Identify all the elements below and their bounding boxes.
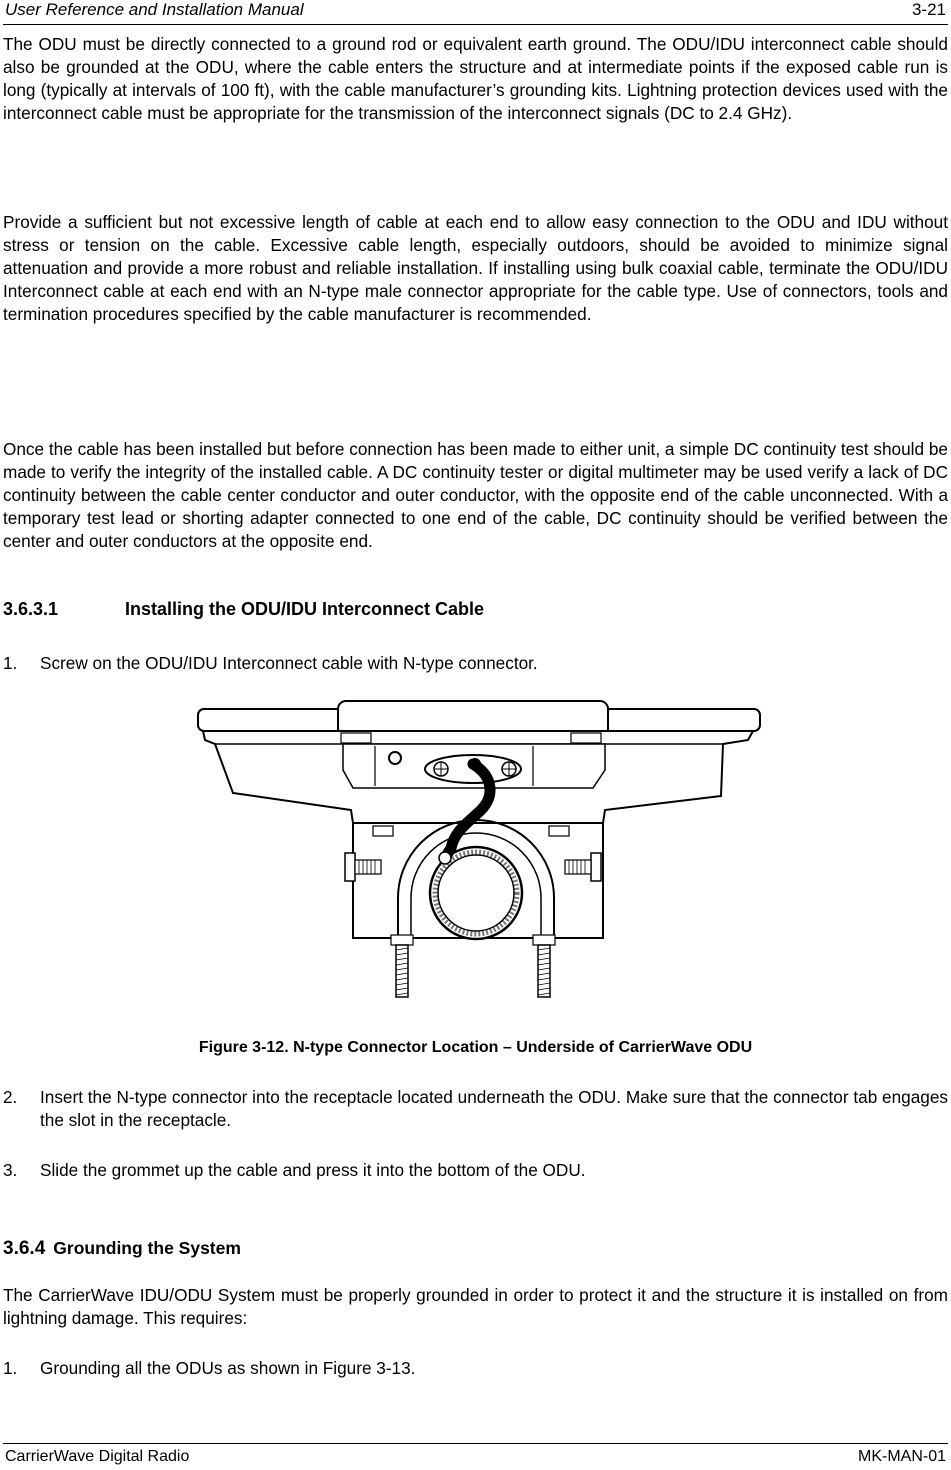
figure-caption: Figure 3-12. N-type Connector Location – Underside of CarrierWave ODU	[198, 1039, 753, 1056]
page-header	[3, 0, 948, 25]
manual-page: User Reference and Installation Manual 3-21 The ODU must be directly connected to a ground rod or equivalent earth ground. The ODU/IDU interconnect cable should also be grounded at the ODU, where the cable enters the structure and at intermediate points if the exposed cable run is long (typically at intervals of 100 ft), with the cable manufacturer’s grounding kits. Lightning protection devices used with the interconnect cable must be appropriate for the transmission of the interconnect signals (DC to 2.4 GHz). Provide a sufficient but not excessive length of cable at each end to allow easy connection to the ODU and IDU without stress or tension on the cable. Excessive cable length, especially outdoors, should be avoided to minimize signal attenuation and provide a more robust and reliable installation. If installing using bulk coaxial cable, terminate the ODU/IDU Interconnect cable at each end with an N-type male connector appropriate for the cable type. Use of connectors, tools and termination procedures specified by the cable manufacturer is recommended. Once the cable has been installed but before connection has been made to either unit, a simple DC continuity test should be made to verify the integrity of the installed cable. A DC continuity tester or digital multimeter may be used verify a lack of DC continuity between the cable center conductor and outer conductor, with the opposite end of the cable unconnected. With a temporary test lead or shorting adapter connected to one end of the cable, DC continuity should be verified between the center and outer conductors at the opposite end. 3.6.3.1 Installing the ODU/IDU Interconnect Cable 1. Screw on the ODU/IDU Interconnect cable with N-type connector. Figure 3-12. N-type Connector Location – Underside of CarrierWave ODU 2. Insert the N-type connector into the receptacle located underneath the ODU. Make sure that the connector tab engages the slot in the receptacle. 3. Slide the grommet up the cable and press it into the bottom of the ODU. 3.6.4 Grounding the System The CarrierWave IDU/ODU System must be properly grounded in order to protect it and the structure it is installed on from lightning damage. This requires: 1. Grounding all the ODUs as shown in Figure 3-13. CarrierWave Digital Radio MK-MAN-01	[3, 0, 948, 1469]
paragraph-continuity: Once the cable has been installed but before connection has been made to either unit, a simple DC continuity test should be made to verify the integrity of the installed cable. A DC continuity tester or digital multimeter may be used verify a lack of DC continuity between the cable center conductor and outer conductor, with the opposite end of the cable unconnected. With a temporary test lead or shorting adapter connected to one end of the cable, DC continuity should be verified between the center and outer conductors at the opposite end.	[3, 439, 948, 551]
odu-underside-figure	[193, 698, 763, 1003]
paragraph-cable-length: Provide a sufficient but not excessive length of cable at each end to allow easy connection to the ODU and IDU without stress or tension on the cable. Excessive cable length, especially outdoors, should be avoided to minimize signal attenuation and provide a more robust and reliable installation. If installing using bulk coaxial cable, terminate the ODU/IDU Interconnect cable at each end with an N-type male connector appropriate for the cable type. Use of connectors, tools and termination procedures specified by the cable manufacturer is recommended.	[3, 212, 948, 324]
paragraph-system-grounding: The CarrierWave IDU/ODU System must be properly grounded in order to protect it and the structure it is installed on from lightning damage. This requires:	[3, 1285, 948, 1328]
page-footer	[3, 1443, 948, 1470]
section-title: Installing the ODU/IDU Interconnect Cable	[125, 599, 485, 619]
product-name: CarrierWave Digital Radio	[5, 1448, 190, 1465]
section-heading-3631	[3, 599, 484, 620]
section-title: Grounding the System	[53, 1238, 241, 1258]
manual-title: User Reference and Installation Manual	[5, 0, 304, 19]
section-number: 3.6.4	[3, 1238, 46, 1259]
paragraph-grounding: The ODU must be directly connected to a ground rod or equivalent earth ground. The ODU/IDU interconnect cable should also be grounded at the ODU, where the cable enters the structure and at intermediate points if the exposed cable run is long (typically at intervals of 100 ft), with the cable manufacturer’s grounding kits. Lightning protection devices used with the interconnect cable must be appropriate for the transmission of the interconnect signals (DC to 2.4 GHz).	[3, 34, 948, 123]
section-number: 3.6.3.1	[3, 599, 59, 619]
page-number: 3-21	[911, 0, 946, 19]
section-heading-364	[3, 1238, 241, 1260]
document-id: MK-MAN-01	[857, 1448, 946, 1465]
